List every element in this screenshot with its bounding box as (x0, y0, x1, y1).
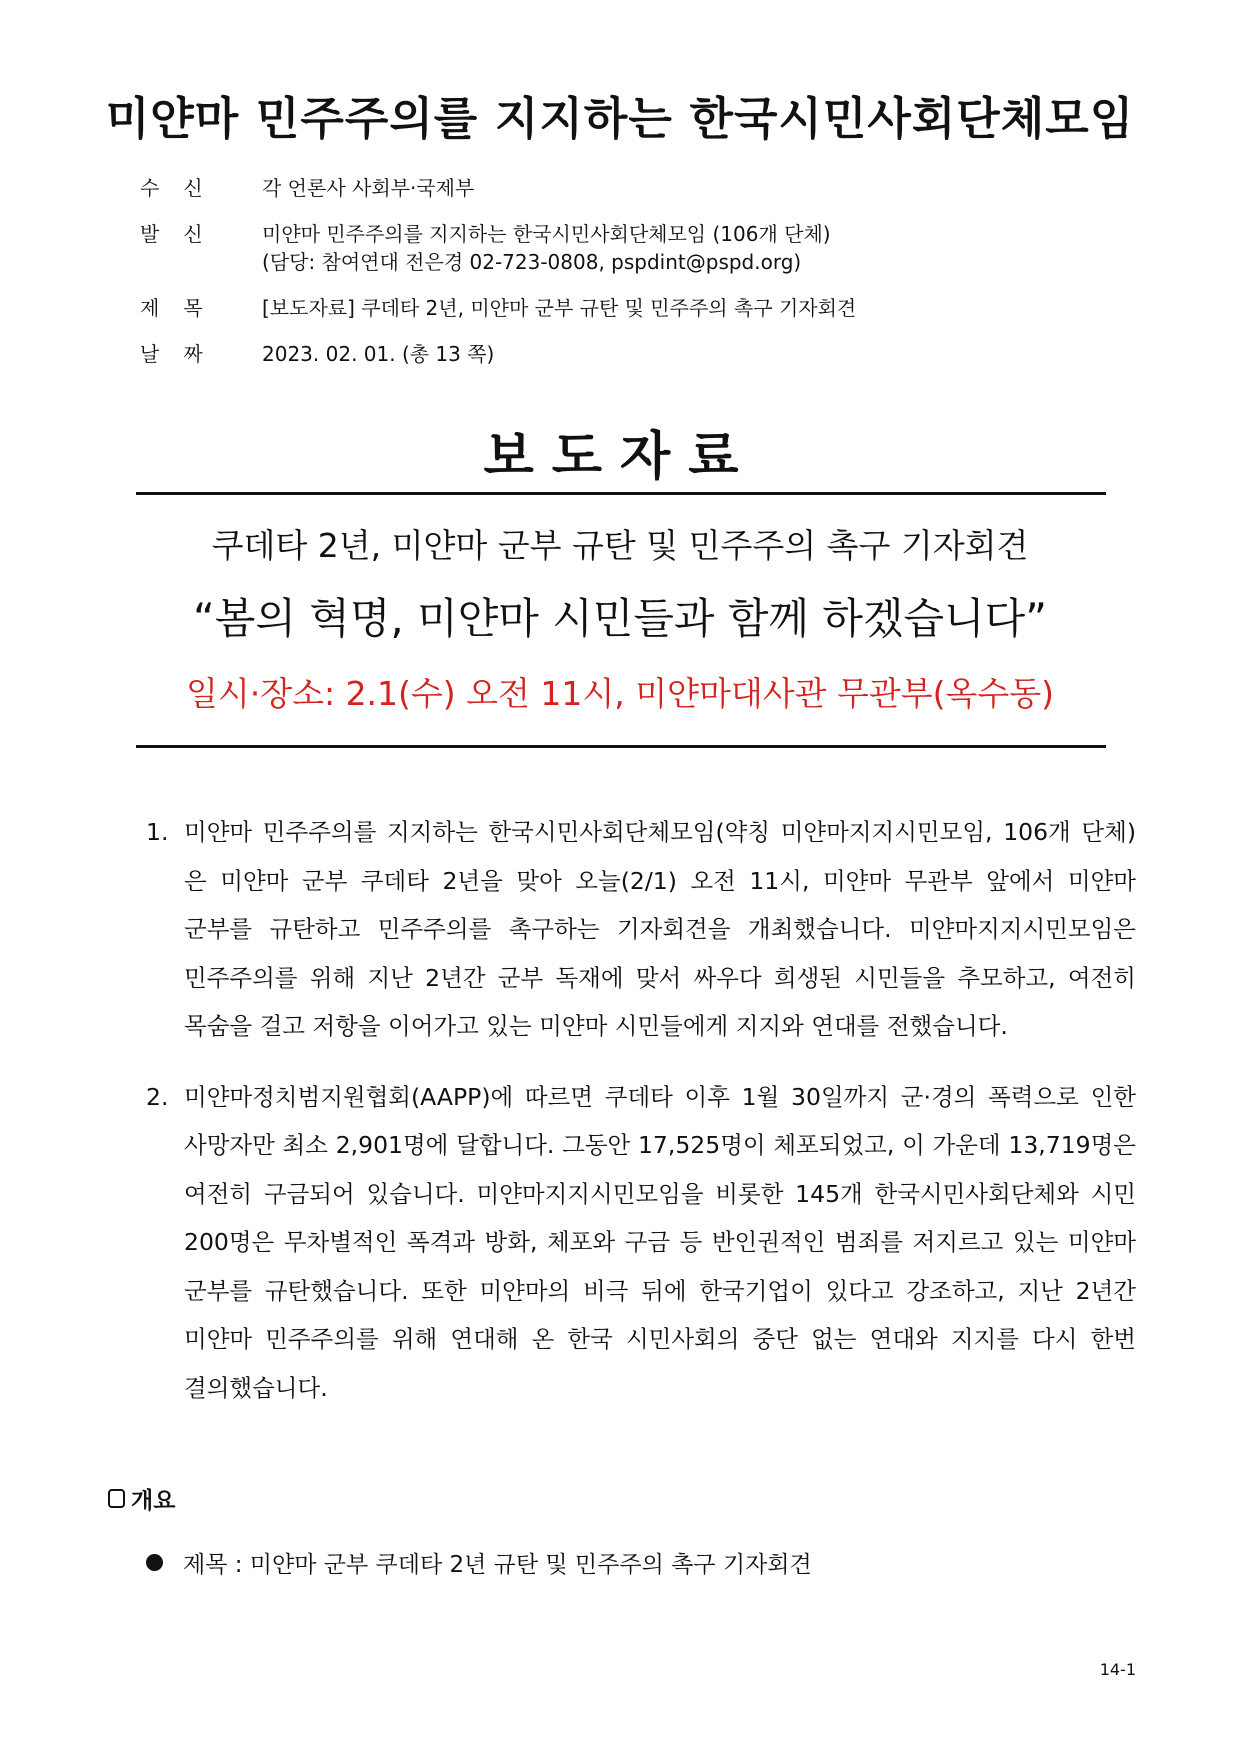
meta-label-sender: 발신 (140, 222, 227, 246)
overview-item (146, 1546, 812, 1579)
filled-circle-bullet-icon (146, 1554, 163, 1571)
meta-value-line: 미얀마 민주주의를 지지하는 한국시민사회단체모임 (106개 단체) (262, 222, 831, 246)
event-title: 쿠데타 2년, 미얀마 군부 규탄 및 민주주의 촉구 기자회견 (211, 526, 1029, 565)
organization-header: 미얀마 민주주의를 지지하는 한국시민사회단체모임 (105, 92, 1135, 145)
paragraph-number: 2. (146, 1082, 169, 1111)
overview-heading (108, 1482, 175, 1515)
event-datetime-place: 일시·장소: 2.1(수) 오전 11시, 미얀마대사관 무관부(옥수동) (185, 674, 1055, 713)
meta-row-sender (140, 220, 1100, 276)
paragraph-number: 1. (146, 818, 169, 846)
meta-contact-line: (담당: 참여연대 전은경 02-723-0808, pspdint@pspd.org) (262, 250, 802, 274)
paragraph-2 (146, 1073, 1136, 1413)
document-metadata (140, 174, 1100, 386)
meta-row-date (140, 340, 1100, 368)
event-slogan: “봄의 혁명, 미얀마 시민들과 함께 하겠습니다” (193, 594, 1047, 643)
meta-value-line: 2023. 02. 01. (총 13 쪽) (262, 342, 495, 366)
meta-label-date: 날짜 (140, 342, 227, 366)
meta-value-line: [보도자료] 쿠데타 2년, 미얀마 군부 규탄 및 민주주의 촉구 기자회견 (262, 296, 857, 320)
meta-label-subject: 제목 (140, 296, 227, 320)
meta-value-sender (262, 220, 1100, 276)
meta-value-line: 각 언론사 사회부·국제부 (262, 176, 475, 200)
square-bullet-icon (108, 1489, 125, 1508)
paragraph-1 (146, 808, 1136, 1051)
meta-value-recipient (262, 174, 1100, 202)
meta-value-date (262, 340, 1100, 368)
divider-top (136, 492, 1106, 495)
divider-bottom (136, 745, 1106, 748)
meta-row-recipient (140, 174, 1100, 202)
meta-row-subject (140, 294, 1100, 322)
body-paragraphs (146, 808, 1136, 1434)
overview-heading-label: 개요 (131, 1488, 176, 1514)
page-number: 14-1 (1099, 1660, 1136, 1679)
meta-value-subject (262, 294, 1100, 322)
paragraph-text: 미얀마정치범지원협회(AAPP)에 따르면 쿠데타 이후 1월 30일까지 군·경의 폭력으로 인한 사망자만 최소 2,901명에 달합니다. 그동안 17,525명이 체포되었고, 이 가운데 13,719명은 여전히 구금되어 있습니다. 미얀마지지시민모임을 비롯한 145개 한국시민사회단체와 시민 200명은 무차별적인 폭격과 방화, 체포와 구금 등 반인권적인 범죄를 저지르고 있는 미얀마 군부를 규탄했습니다. 또한 미얀마의 비극 뒤에 한국기업이 있다고 강조하고, 지난 2년간 미얀마 민주주의를 위해 연대해 온 한국 시민사회의 중단 없는 연대와 지지를 다시 한번 결의했습니다. (184, 1082, 1136, 1402)
meta-label-recipient: 수신 (140, 176, 227, 200)
paragraph-text: 미얀마 민주주의를 지지하는 한국시민사회단체모임(약칭 미얀마지지시민모임, 106개 단체)은 미얀마 군부 쿠데타 2년을 맞아 오늘(2/1) 오전 11시, 미얀마 무관부 앞에서 미얀마 군부를 규탄하고 민주주의를 촉구하는 기자회견을 개최했습니다. 미얀마지지시민모임은 민주주의를 위해 지난 2년간 군부 독재에 맞서 싸우다 희생된 시민들을 추모하고, 여전히 목숨을 걸고 저항을 이어가고 있는 미얀마 시민들에게 지지와 연대를 전했습니다. (184, 818, 1136, 1040)
overview-item-text: 제목 : 미얀마 군부 쿠데타 2년 규탄 및 민주주의 촉구 기자회견 (183, 1552, 812, 1578)
press-release-title: 보도자료 (483, 427, 757, 487)
